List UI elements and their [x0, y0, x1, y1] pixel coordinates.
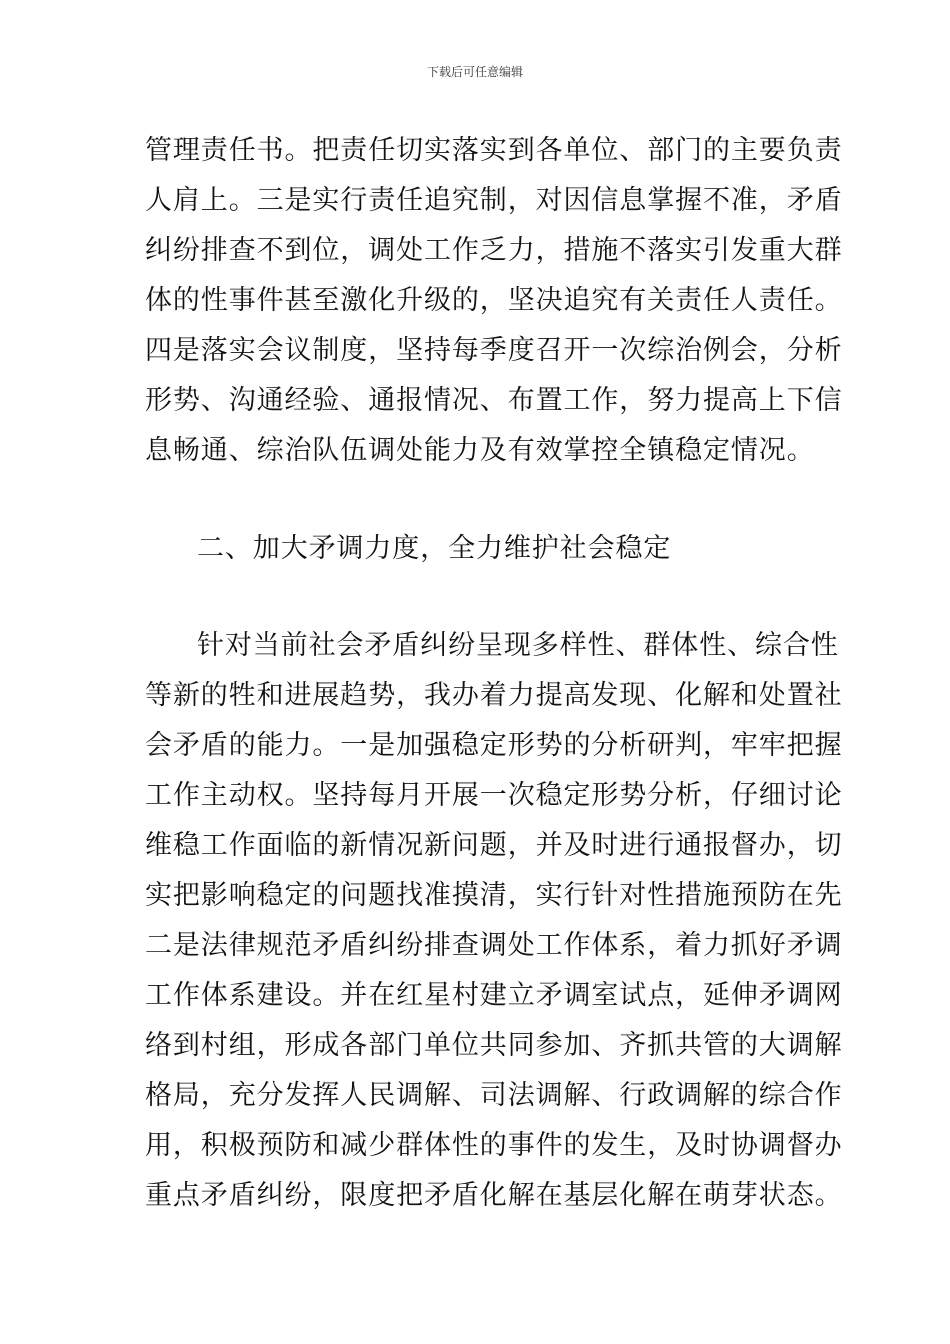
text-line: 管理责任书。把责任切实落实到各单位、部门的主要负责: [145, 135, 843, 166]
text-line: 工作主动权。坚持每月开展一次稳定形势分析，仔细讨论: [145, 780, 843, 811]
text-line: 络到村组，形成各部门单位共同参加、齐抓共管的大调解: [145, 1030, 843, 1061]
section-heading-text: 二、加大矛调力度，全力维护社会稳定: [197, 533, 672, 564]
text-line: 形势、沟通经验、通报情况、布置工作，努力提高上下信: [145, 385, 843, 416]
paragraph-responsibility: [145, 126, 843, 476]
text-line: 会矛盾的能力。一是加强稳定形势的分析研判，牢牢把握: [145, 730, 843, 761]
text-line: 等新的牲和进展趋势，我办着力提高发现、化解和处置社: [145, 680, 843, 711]
text-line: 纠纷排查不到位，调处工作乏力，措施不落实引发重大群: [145, 235, 843, 266]
text-line: 二是法律规范矛盾纠纷排查调处工作体系，着力抓好矛调: [145, 930, 843, 961]
text-line: 用，积极预防和减少群体性的事件的发生，及时协调督办: [145, 1130, 843, 1161]
text-line: 四是落实会议制度，坚持每季度召开一次综治例会，分析: [145, 335, 843, 366]
text-line: 人肩上。三是实行责任追究制，对因信息掌握不准，矛盾: [145, 185, 843, 216]
text-line: 实把影响稳定的问题找准摸清，实行针对性措施预防在先: [145, 880, 843, 911]
paragraph-dispute-resolution: [145, 621, 843, 1221]
text-line: 重点矛盾纠纷，限度把矛盾化解在基层化解在萌芽状态。: [145, 1180, 843, 1211]
page-header-note: 下载后可任意编辑: [426, 65, 523, 79]
text-line: 针对当前社会矛盾纠纷呈现多样性、群体性、综合性: [197, 630, 839, 661]
section-heading: [145, 524, 835, 574]
text-line: 维稳工作面临的新情况新问题，并及时进行通报督办，切: [145, 830, 843, 861]
text-line: 工作体系建设。并在红星村建立矛调室试点，延伸矛调网: [145, 980, 843, 1011]
text-line: 体的性事件甚至激化升级的，坚决追究有关责任人责任。: [145, 285, 843, 316]
text-line: 格局，充分发挥人民调解、司法调解、行政调解的综合作: [145, 1080, 843, 1111]
text-line: 息畅通、综治队伍调处能力及有效掌控全镇稳定情况。: [145, 435, 815, 466]
